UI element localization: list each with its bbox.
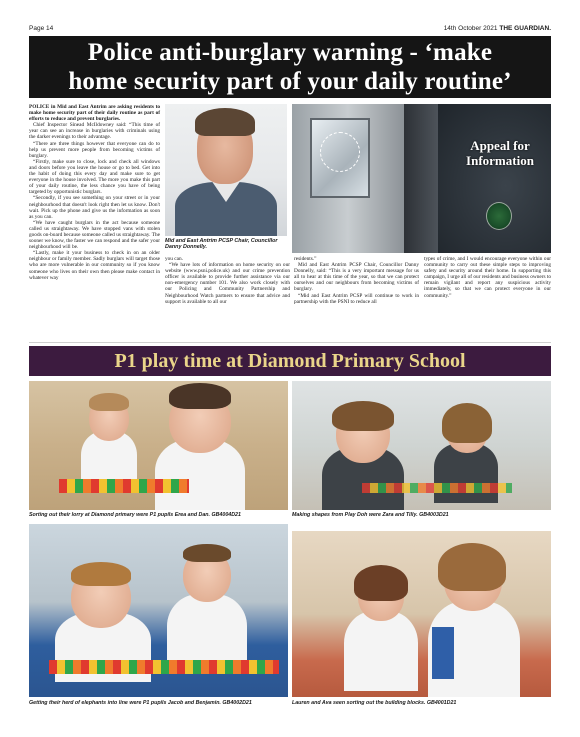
door-frame [404,104,438,253]
photo-caption-2: Making shapes from Play Doh were Zara and Tilly. GB4003D21 [292,512,449,518]
article-paragraph: Chief Inspector Sinead McIldowney said: “This time of year can see an increase in burglaries with criminals using the darker evenings to their advantage. [29,122,160,141]
headline-line-2: home security part of your daily routine’ [68,68,512,95]
issue-date [444,25,551,32]
article-column-2 [165,256,290,340]
page-number: Page 14 [29,25,54,32]
appeal-panel [438,104,551,253]
glass-crack [320,132,360,172]
councillor-portrait-photo [165,104,287,236]
article-paragraph: residents.” [294,256,317,262]
section-divider [29,342,551,343]
photo-lorry [29,381,288,510]
article-paragraph: “There are three things however that everyone can do to help us prevent more people from becoming victims of burglary. [29,140,160,159]
article-column-3 [294,256,419,340]
block-tower [432,627,454,679]
headline-line-1: Police anti-burglary warning - ‘make [87,39,493,66]
photo-caption-4: Lauren and Ava seen sorting out the building blocks. GB4001D21 [292,700,457,706]
play-doh [362,483,512,493]
article-headline [29,36,551,98]
photo-play-doh [292,381,551,510]
article-paragraph: “Firstly, make sure to close, lock and check all windows and doors before you leave the house or go to bed. Get into the habit of doing this every day and make sure to get everyone in the house involved. The more you make this part of your daily routine, the less chance you have of being targeted by opportunistic burglars. [29,158,160,196]
article-column-4 [424,256,551,340]
appeal-for-information: Appeal for Information [466,138,534,168]
publication-name: THE GUARDIAN. [499,25,551,32]
photo-caption-3: Getting their herd of elephants into line were P1 pupils Jacob and Benjamin. GB4002D21 [29,700,252,706]
damaged-door-photo [292,104,551,253]
article-paragraph: “We have caught burglars in the act because someone called us straightaway. We have stopped vans with stolen goods on-board because someone called us straightaway. The sooner we know, the faster we can respond and the safer your neighbourhood will be. [29,219,160,251]
police-crest-icon [486,202,512,230]
article-paragraph: “Mid and East Antrim PCSP will continue to work in partnership with the PSNI to reduce all [294,292,419,305]
portrait-caption: Mid and East Antrim PCSP Chair, Councillor Danny Donnelly. [165,238,278,251]
date-text: 14th October 2021 [443,25,498,32]
feature-title: P1 play time at Diamond Primary School [29,346,551,376]
article-paragraph: types of crime, and I would encourage everyone within our community to carry out these simple steps to improving safety and security around their home. In supporting this campaign, I urge all of our residents and business owners to remain vigilant and report any suspicious activity immediately, so that we can protect everyone in our community.” [424,256,551,299]
article-paragraph: you can. [165,256,183,262]
page-header [29,25,551,35]
photo-caption-1: Sorting out their lorry at Diamond primary were P1 pupils Erea and Dan. GB4004D21 [29,512,241,518]
article-paragraph: Mid and East Antrim PCSP Chair, Councillor Danny Donnelly, said: “This is a very important message for us all to hear at this time of the year, so that we can protect ourselves and our neighbours from becoming victims of burglary. [294,262,419,293]
portrait-hair [195,108,255,136]
article-lead: POLICE in Mid and East Antrim are asking residents to make home security part of their daily routine as part of efforts to reduce and prevent burglaries. [29,104,160,123]
article-paragraph: “Lastly, make it your business to check in on an older neighbour or family member. Sadly burglars will target those who are more vulnerable in our community so if you know someone who lives on their own then please make contact in whatever way [29,250,160,281]
article-paragraph: “We have lots of information on home security on our website (www.psni.police.uk) and our crime prevention officer is available to provide further assistance via our non-emergency number 101. We also work closely with our Policing and Community Partnership and Neighbourhood Watch partners to ensure that advice and support is available to all our [165,262,290,305]
photo-elephants [29,524,288,697]
photo-building-blocks [292,531,551,697]
toy-elephants [49,660,279,674]
article-paragraph: “Secondly, if you see something on your street or in your neighbourhood that doesn't look right then let us know. Don't wait. Pick up the phone and give us the information as soon as you can. [29,195,160,220]
toy-lorry [59,479,189,493]
article-column-1 [29,104,160,340]
